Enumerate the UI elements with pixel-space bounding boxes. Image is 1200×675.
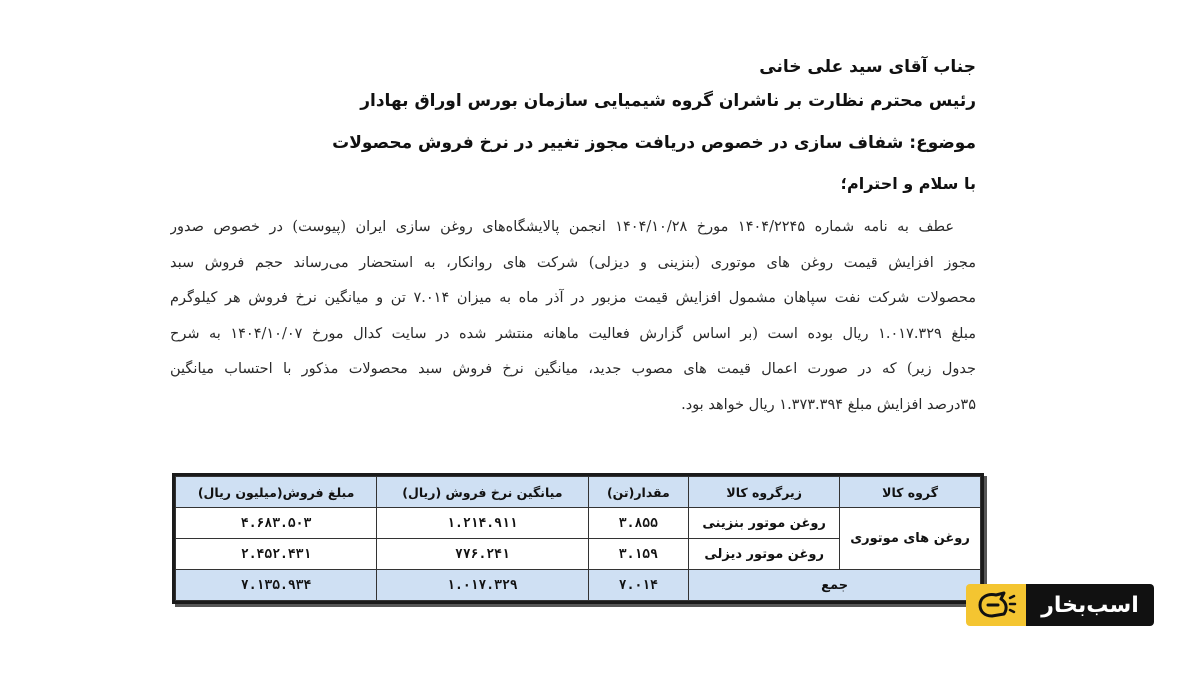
letter-body [170, 210, 976, 423]
header-sales: مبلغ فروش(میلیون ریال) [176, 477, 377, 508]
sales-table [172, 473, 984, 604]
body-line: ۳۵درصد افزایش مبلغ ۱.۳۷۳.۳۹۴ ریال خواهد بود. [681, 396, 976, 413]
header-group: گروه کالا [840, 477, 981, 508]
body-line: مجوز افزایش قیمت روغن های موتوری (بنزینی و دیزلی) شرکت های روانکار، به استحضار می‌رساند حجم فروش سبد [170, 254, 976, 271]
header-avg-rate: میانگین نرخ فروش (ریال) [377, 477, 588, 508]
group-cell: روغن های موتوری [840, 508, 981, 570]
brand-logo-text: اسب‌بخار [1026, 584, 1154, 626]
amount-cell: ۳.۱۵۹ [588, 539, 689, 570]
total-label: جمع [689, 570, 981, 601]
avg-rate-cell: ۷۷۶.۲۴۱ [377, 539, 588, 570]
table-total-row [176, 570, 981, 601]
total-avg-rate: ۱.۰۱۷.۳۲۹ [377, 570, 588, 601]
horse-logo-icon [966, 584, 1026, 626]
body-line: جدول زیر) که در صورت اعمال قیمت های مصوب جدید، میانگین نرخ فروش سبد محصولات مذکور با احتساب میانگین [170, 361, 976, 377]
body-line: محصولات شرکت نفت سپاهان مشمول افزایش قیمت مزبور در آذر ماه به میزان ۷.۰۱۴ تن و میانگین نرخ فروش هر کیلوگرم [170, 290, 976, 306]
body-line: مبلغ ۱.۰۱۷.۳۲۹ ریال بوده است (بر اساس گزارش فعالیت ماهانه منتشر شده در سایت کدال مورخ ۱۴۰۴/۱۰/۰۷ به شرح [170, 325, 976, 342]
table-header-row [176, 477, 981, 508]
total-sales: ۷.۱۳۵.۹۳۴ [176, 570, 377, 601]
body-line: عطف به نامه شماره ۱۴۰۴/۲۲۴۵ مورخ ۱۴۰۴/۱۰/۲۸ انجمن پالایشگاه‌های روغن سازی ایران (پیوست) در خصوص صدور [170, 219, 954, 235]
sales-cell: ۲.۴۵۲.۴۳۱ [176, 539, 377, 570]
total-amount: ۷.۰۱۴ [588, 570, 689, 601]
table-row [176, 508, 981, 539]
letter [170, 52, 976, 423]
amount-cell: ۳.۸۵۵ [588, 508, 689, 539]
recipient-title: رئیس محترم نظارت بر ناشران گروه شیمیایی سازمان بورس اوراق بهادار [360, 91, 976, 111]
header-subgroup: زیرگروه کالا [689, 477, 840, 508]
header-amount: مقدار(تن) [588, 477, 689, 508]
brand-logo[interactable] [966, 584, 1154, 626]
recipient-name: جناب آقای سید علی خانی [759, 57, 976, 77]
letter-subject: موضوع: شفاف سازی در خصوص دریافت مجوز تغییر در نرخ فروش محصولات [332, 133, 976, 153]
subgroup-cell: روغن موتور بنزینی [689, 508, 840, 539]
letter-greeting: با سلام و احترام؛ [840, 174, 976, 193]
subgroup-cell: روغن موتور دیزلی [689, 539, 840, 570]
sales-cell: ۴.۶۸۳.۵۰۳ [176, 508, 377, 539]
avg-rate-cell: ۱.۲۱۴.۹۱۱ [377, 508, 588, 539]
